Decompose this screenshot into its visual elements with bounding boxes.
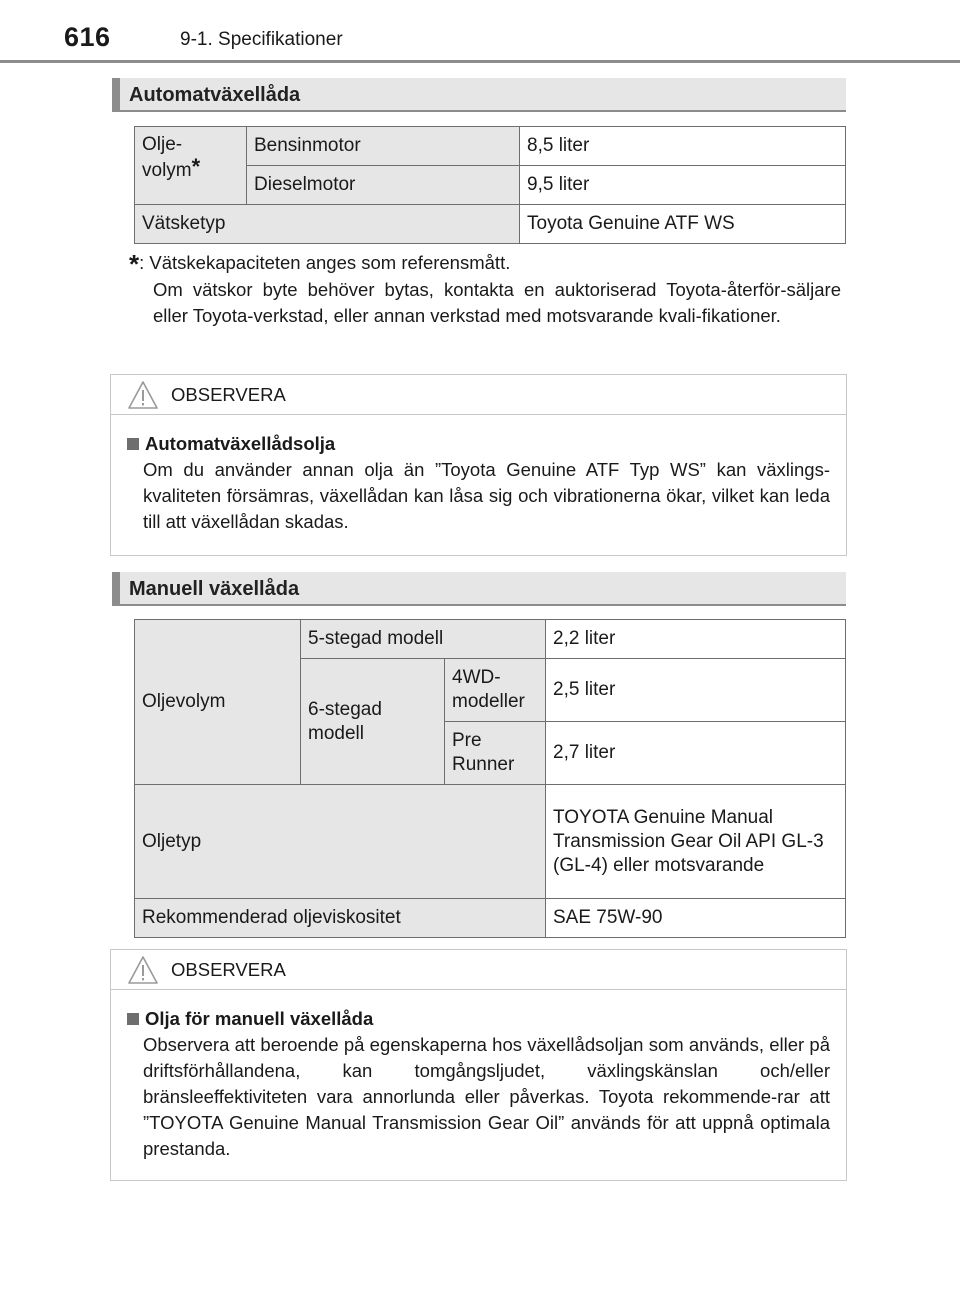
oil-volume-label-2: volym — [142, 160, 192, 181]
five-speed-value: 2,2 liter — [546, 620, 846, 659]
notice-heading — [127, 431, 830, 457]
notice-automatic — [110, 374, 847, 556]
page-number: 616 — [64, 22, 111, 52]
table-row — [135, 899, 846, 938]
footnote-body: Om vätskor byte behöver bytas, kontakta en auktoriserad Toyota-återför-säljare eller Toyota-verkstad, eller annan verkstad med motsvarande kvali-fikationer. — [153, 279, 841, 326]
section-bar — [112, 78, 120, 110]
table-row — [135, 620, 846, 659]
section-title: Manuell växellåda — [129, 578, 300, 600]
oil-volume-label-1: Olje- — [142, 134, 183, 155]
square-bullet-icon — [127, 1013, 139, 1025]
fluid-type-label: Vätsketyp — [135, 205, 520, 244]
oil-volume-label: Oljevolym — [135, 620, 301, 785]
footnote — [129, 250, 841, 329]
section-header-manual — [112, 572, 846, 606]
notice-head — [111, 375, 846, 415]
chapter-title: 9-1. Specifikationer — [180, 29, 343, 50]
footnote-star: * — [191, 154, 201, 179]
viscosity-label: Rekommenderad oljeviskositet — [135, 899, 546, 938]
square-bullet-icon — [127, 438, 139, 450]
manual-spec-table — [134, 619, 846, 938]
oil-type-label: Oljetyp — [135, 785, 546, 899]
section-bar — [112, 572, 120, 604]
engine-diesel-value: 9,5 liter — [520, 166, 846, 205]
footnote-line: : Vätskekapaciteten anges som referensmått. — [139, 252, 511, 273]
viscosity-value: SAE 75W-90 — [546, 899, 846, 938]
automatic-spec-table — [134, 126, 846, 244]
notice-body — [111, 415, 846, 535]
notice-heading-text: Automatväxellådsolja — [145, 433, 336, 454]
notice-label: OBSERVERA — [171, 384, 286, 405]
oil-type-value: TOYOTA Genuine Manual Transmission Gear Oil API GL-3 (GL-4) eller motsvarande — [546, 785, 846, 899]
six-speed-4wd-value: 2,5 liter — [546, 659, 846, 722]
section-header-automatic — [112, 78, 846, 112]
warning-triangle-icon — [127, 380, 159, 410]
header-rule — [0, 60, 960, 63]
engine-gasoline-label: Bensinmotor — [247, 127, 520, 166]
notice-heading-text: Olja för manuell växellåda — [145, 1008, 374, 1029]
six-speed-4wd-label: 4WD-modeller — [445, 659, 546, 722]
notice-text: Observera att beroende på egenskaperna hos växellådsoljan som används, eller på driftsförhållandena, kan tomgångsljudet, växlingskänslan och/eller bränsleeffektiviteten vara annorlunda eller påverkas. Toyota rekommende-rar att ”TOYOTA Genuine Manual Transmission Gear Oil” används för att uppnå optimala prestanda. — [143, 1034, 830, 1159]
notice-head — [111, 950, 846, 990]
six-speed-prerunner-value: 2,7 liter — [546, 722, 846, 785]
engine-gasoline-value: 8,5 liter — [520, 127, 846, 166]
six-speed-label: 6-stegad modell — [301, 659, 445, 785]
page-header — [0, 0, 960, 64]
section-title: Automatväxellåda — [129, 84, 301, 106]
five-speed-label: 5-stegad modell — [301, 620, 546, 659]
table-row — [135, 205, 846, 244]
table-row — [135, 785, 846, 899]
fluid-type-value: Toyota Genuine ATF WS — [520, 205, 846, 244]
table-row — [135, 127, 846, 166]
notice-body — [111, 990, 846, 1162]
six-speed-prerunner-label: Pre Runner — [445, 722, 546, 785]
oil-volume-cell — [135, 127, 247, 205]
notice-manual — [110, 949, 847, 1181]
notice-label: OBSERVERA — [171, 959, 286, 980]
notice-text: Om du använder annan olja än ”Toyota Genuine ATF Typ WS” kan växlings-kvaliteten försämras, växellådan kan låsa sig och vibrationerna ökar, vilket kan leda till att växellådan skadas. — [143, 459, 830, 532]
warning-triangle-icon — [127, 955, 159, 985]
engine-diesel-label: Dieselmotor — [247, 166, 520, 205]
footnote-star: * — [129, 249, 140, 279]
notice-heading — [127, 1006, 830, 1032]
